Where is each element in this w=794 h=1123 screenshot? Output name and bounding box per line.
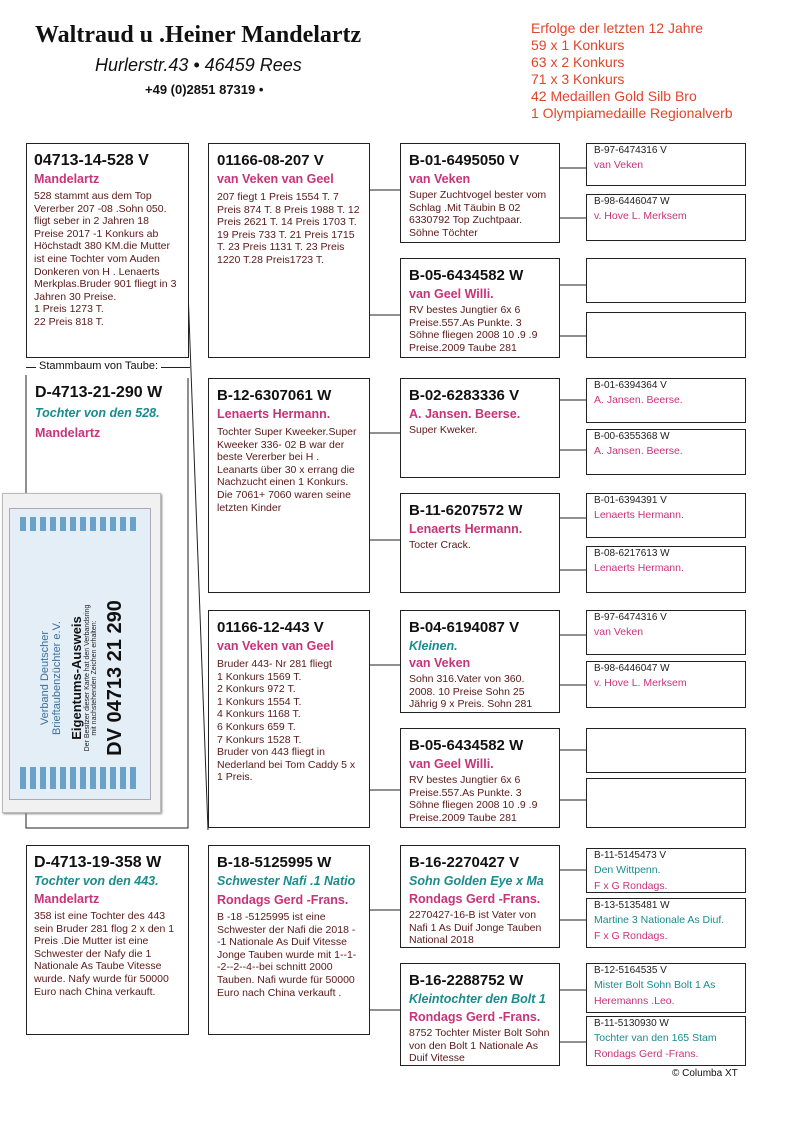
gen3-ring: B-11-6207572 W bbox=[409, 502, 523, 519]
gen4-ring: B-98-6446047 W bbox=[594, 663, 670, 674]
subject-ring: D-4713-21-290 W bbox=[35, 384, 163, 401]
gen2-ring: B-18-5125995 W bbox=[217, 854, 332, 871]
card-org1: Verband Deutscher bbox=[39, 630, 51, 726]
gen2-owner: Rondags Gerd -Frans. bbox=[217, 893, 349, 907]
gen4-line: Martine 3 Nationale As Diuf. bbox=[594, 914, 725, 926]
gen3-name2: van Veken bbox=[409, 656, 471, 670]
gen2-name: Lenaerts Hermann. bbox=[217, 407, 331, 421]
gen3-name: Sohn Golden Eye x Ma bbox=[409, 874, 544, 888]
gen3-name: van Geel Willi. bbox=[409, 287, 494, 301]
card-org2: Brieftaubenzüchter e.V. bbox=[51, 621, 63, 735]
gen4-line: A. Jansen. Beerse. bbox=[594, 445, 683, 457]
gen3-text: Tocter Crack. bbox=[409, 539, 471, 551]
gen4-box bbox=[586, 661, 746, 708]
gen4-ring: B-11-5130930 W bbox=[594, 1018, 669, 1029]
breeder-phone: +49 (0)2851 87319 • bbox=[145, 82, 264, 97]
gen2-name: Schwester Nafi .1 Natio bbox=[217, 874, 356, 888]
subject-label: Stammbaum von Taube: bbox=[36, 360, 161, 372]
gen3-box-7 bbox=[400, 845, 560, 948]
gen2-ring: B-12-6307061 W bbox=[217, 387, 332, 404]
achievements-list bbox=[531, 20, 733, 122]
gen4-line: F x G Rondags. bbox=[594, 930, 668, 942]
gen4-box bbox=[586, 848, 746, 893]
achievement-line: 63 x 2 Konkurs bbox=[531, 54, 625, 70]
achievement-line: 1 Olympiamedaille Regionalverb bbox=[531, 105, 733, 121]
gen2-box-4 bbox=[208, 845, 370, 1035]
gen3-ring: B-02-6283336 V bbox=[409, 387, 520, 404]
gen3-ring: B-16-2270427 V bbox=[409, 854, 520, 871]
gen2-text: Bruder 443- Nr 281 fliegt 1 Konkurs 1569 T. 2 Konkurs 972 T. 1 Konkurs 1554 T. 4 Konkurs 1168 T. 6 Konkurs 659 T. 7 Konkurs 1528 T. Bruder von 443 fliegt in Nederland bei Tom Caddy 5 x 1 Preis. bbox=[217, 658, 356, 784]
gen3-text: 2270427-16-B ist Vater von Nafi 1 As Duif Jonge Tauben National 2018 bbox=[409, 909, 542, 947]
achievement-line: 42 Medaillen Gold Silb Bro bbox=[531, 88, 697, 104]
dam-text: 358 ist eine Tochter des 443 sein Bruder 281 flog 2 x den 1 Preis .Die Mutter ist eine Schwester der Nafy die 1 Nationale As Taube Vitesse wurde. Nafy wurde für 50000 Euro nach China verkauft. bbox=[34, 910, 175, 998]
achievement-line: 71 x 3 Konkurs bbox=[531, 71, 625, 87]
gen3-box-8 bbox=[400, 963, 560, 1066]
gen3-text: RV bestes Jungtier 6x 6 Preise.557.As Punkte. 3 Söhne fliegen 2008 10 .9 .9 Preise.2009 Taube 281 bbox=[409, 774, 538, 824]
gen3-owner: Rondags Gerd -Frans. bbox=[409, 1010, 541, 1024]
gen3-name: van Geel Willi. bbox=[409, 757, 494, 771]
card-sub1: Der Besitzer dieser Karte hat den Verbandsring bbox=[84, 604, 91, 752]
gen3-text: Super Zuchtvogel bester vom Schlag .Mit Täubin B 02 6330792 Top Zuchtpaar. Söhne Töchter bbox=[409, 189, 547, 239]
card-number: DV 04713 21 290 bbox=[104, 600, 126, 756]
gen4-line: van Veken bbox=[594, 626, 644, 638]
gen4-ring: B-11-5145473 V bbox=[594, 850, 667, 861]
gen2-ring: 01166-12-443 V bbox=[217, 619, 324, 636]
gen4-line: F x G Rondags. bbox=[594, 880, 668, 892]
gen4-box bbox=[586, 258, 746, 303]
gen4-ring: B-01-6394364 V bbox=[594, 380, 667, 391]
gen4-line: Rondags Gerd -Frans. bbox=[594, 1048, 699, 1060]
subject-owner: Mandelartz bbox=[35, 426, 101, 440]
gen3-box-5 bbox=[400, 610, 560, 713]
gen4-box bbox=[586, 728, 746, 773]
ownership-card bbox=[2, 493, 161, 813]
gen4-box bbox=[586, 610, 746, 655]
gen4-line: v. Hove L. Merksem bbox=[594, 210, 687, 222]
dam-name: Tochter von den 443. bbox=[34, 874, 159, 888]
gen4-box bbox=[586, 429, 746, 475]
gen4-line: Heremanns .Leo. bbox=[594, 995, 675, 1007]
gen4-ring: B-98-6446047 W bbox=[594, 196, 670, 207]
gen3-text: RV bestes Jungtier 6x 6 Preise.557.As Punkte. 3 Söhne fliegen 2008 10 .9 .9 Preise.2009 Taube 281 bbox=[409, 304, 538, 354]
gen3-ring: B-05-6434582 W bbox=[409, 737, 524, 754]
dam-box bbox=[26, 845, 189, 1035]
gen4-box bbox=[586, 493, 746, 538]
gen2-text: Tochter Super Kweeker.Super Kweeker 336- 02 B war der beste Vererber bei H . Leanarts über 30 x errang die Nachzucht einen 1 Konkurs. Die 7061+ 7060 waren seine letzten Kinder bbox=[217, 426, 357, 514]
gen3-ring: B-04-6194087 V bbox=[409, 619, 520, 636]
gen3-text: Super Kweker. bbox=[409, 424, 478, 436]
gen2-name: van Veken van Geel bbox=[217, 172, 334, 186]
gen3-box-6 bbox=[400, 728, 560, 828]
gen3-ring: B-01-6495050 V bbox=[409, 152, 520, 169]
gen3-name: Kleintochter den Bolt 1 bbox=[409, 992, 546, 1006]
gen4-box bbox=[586, 1016, 746, 1066]
gen4-ring: B-00-6355368 W bbox=[594, 431, 670, 442]
gen4-box bbox=[586, 378, 746, 423]
gen4-box bbox=[586, 194, 746, 241]
card-rotated-text bbox=[39, 528, 127, 828]
sire-text: 528 stammt aus dem Top Vererber 207 -08 .Sohn 050. fligt seber in 2 Jahren 18 Preise 2017 -1 Konkurs ab Höchstadt 380 KM.die Mutter ist eine Tochter vom Auden Donkeren von H . Lenaerts Merkplas.Bruder 901 fliegt in 3 Jahren 30 Preise. 1 Preis 1273 T. 22 Preis 818 T. bbox=[34, 190, 177, 328]
gen4-box bbox=[586, 898, 746, 948]
gen4-box bbox=[586, 546, 746, 593]
gen3-name: A. Jansen. Beerse. bbox=[409, 407, 521, 421]
gen4-line: Tochter van den 165 Stam bbox=[594, 1032, 717, 1044]
gen3-name: Kleinen. bbox=[409, 639, 458, 653]
gen2-box-3 bbox=[208, 610, 370, 828]
gen4-ring: B-12-5164535 V bbox=[594, 965, 667, 976]
gen4-ring: B-97-6474316 V bbox=[594, 145, 667, 156]
breeder-title: Waltraud u .Heiner Mandelartz bbox=[35, 22, 362, 48]
gen3-text: Sohn 316.Vater von 360. 2008. 10 Preise Sohn 25 Jährig 9 x Preis. Sohn 281 bbox=[409, 673, 533, 711]
gen2-ring: 01166-08-207 V bbox=[217, 152, 324, 169]
footer-credit: © Columba XT bbox=[672, 1068, 738, 1079]
sire-box bbox=[26, 143, 189, 358]
gen3-ring: B-05-6434582 W bbox=[409, 267, 524, 284]
gen4-line: Mister Bolt Sohn Bolt 1 As bbox=[594, 979, 716, 991]
gen2-box-2 bbox=[208, 378, 370, 593]
gen4-box bbox=[586, 778, 746, 828]
subject-info bbox=[35, 384, 162, 441]
gen3-box-2 bbox=[400, 258, 560, 358]
gen2-box-1 bbox=[208, 143, 370, 358]
sire-ring: 04713-14-528 V bbox=[34, 152, 149, 169]
gen3-box-3 bbox=[400, 378, 560, 478]
gen4-ring: B-08-6217613 W bbox=[594, 548, 670, 559]
gen3-name: van Veken bbox=[409, 172, 471, 186]
gen4-ring: B-13-5135481 W bbox=[594, 900, 670, 911]
achievement-line: Erfolge der letzten 12 Jahre bbox=[531, 20, 703, 36]
card-sub2: mit nachstehenden Zeichen erhalten: bbox=[91, 620, 98, 736]
gen4-line: Den Wittpenn. bbox=[594, 864, 661, 876]
gen3-text: 8752 Tochter Mister Bolt Sohn von den Bolt 1 Nationale As Duif Vitesse bbox=[409, 1027, 550, 1065]
gen4-box bbox=[586, 143, 746, 186]
gen4-line: Lenaerts Hermann. bbox=[594, 509, 684, 521]
gen3-owner: Rondags Gerd -Frans. bbox=[409, 892, 541, 906]
gen3-box-4 bbox=[400, 493, 560, 593]
gen4-box bbox=[586, 963, 746, 1013]
gen3-name: Lenaerts Hermann. bbox=[409, 522, 523, 536]
gen2-text: 207 fiegt 1 Preis 1554 T. 7 Preis 874 T. 8 Preis 1988 T. 12 Preis 2621 T. 14 Preis 1703 T. 19 Preis 733 T. 21 Preis 1715 T. 23 Preis 1131 T. 23 Preis 1220 T.28 Preis1723 T. bbox=[217, 191, 360, 266]
gen4-ring: B-01-6394391 V bbox=[594, 495, 667, 506]
card-title: Eigentums-Ausweis bbox=[69, 616, 84, 740]
sire-name: Mandelartz bbox=[34, 172, 100, 186]
achievement-line: 59 x 1 Konkurs bbox=[531, 37, 625, 53]
gen4-line: v. Hove L. Merksem bbox=[594, 677, 687, 689]
gen4-line: van Veken bbox=[594, 159, 644, 171]
gen4-ring: B-97-6474316 V bbox=[594, 612, 667, 623]
gen2-text: B -18 -5125995 ist eine Schwester der Nafi die 2018 - -1 Nationale As Duif Vitesse Jonge Tauben wurde mit 1--1--2--2--4--bei schnitt 2000 Tauben. Nafi wurde für 50000 Euro nach China verkauft . bbox=[217, 911, 357, 999]
gen4-box bbox=[586, 312, 746, 358]
gen4-line: A. Jansen. Beerse. bbox=[594, 394, 683, 406]
gen4-line: Lenaerts Hermann. bbox=[594, 562, 684, 574]
gen2-name: van Veken van Geel bbox=[217, 639, 334, 653]
gen3-box-1 bbox=[400, 143, 560, 243]
dam-ring: D-4713-19-358 W bbox=[34, 854, 162, 871]
subject-name: Tochter von den 528. bbox=[35, 406, 160, 420]
breeder-address: Hurlerstr.43 • 46459 Rees bbox=[95, 55, 302, 75]
gen3-ring: B-16-2288752 W bbox=[409, 972, 524, 989]
dam-owner: Mandelartz bbox=[34, 892, 100, 906]
